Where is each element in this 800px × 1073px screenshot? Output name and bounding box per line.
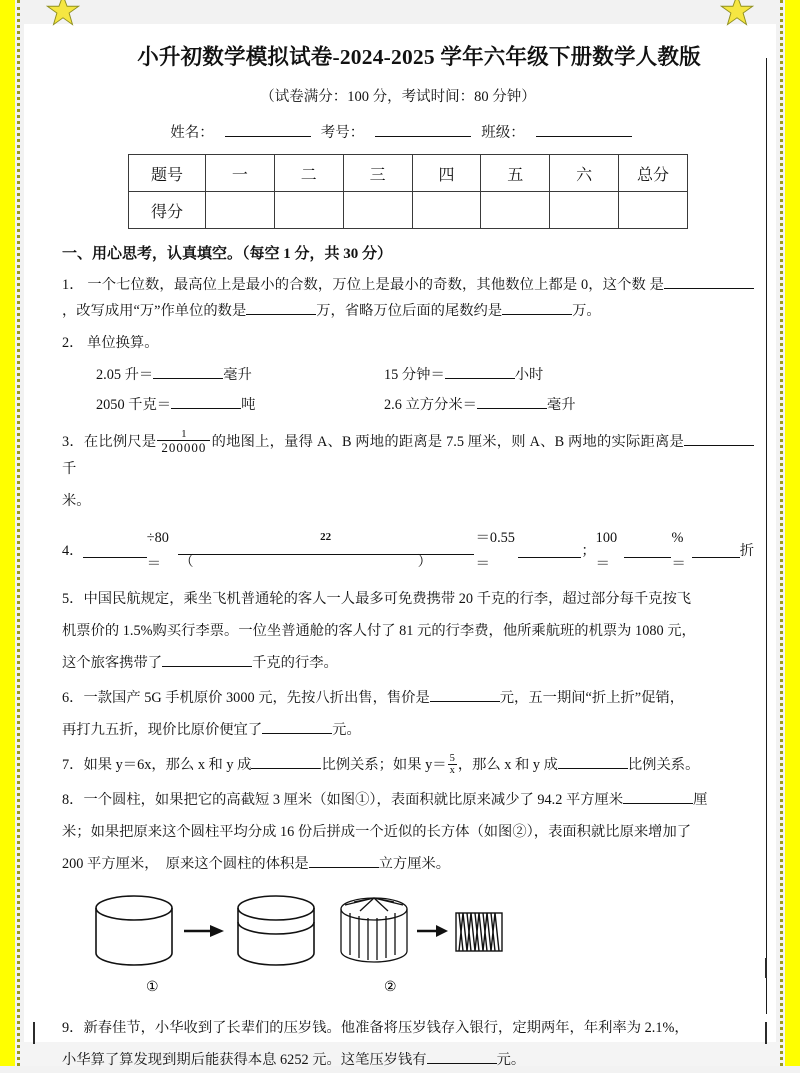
q8-number: 8．	[62, 791, 84, 808]
conv-1b-post: 小时	[514, 367, 544, 383]
q4-fraction	[178, 523, 474, 575]
q3-post2: 米。	[62, 492, 91, 509]
q7-blank-2[interactable]	[558, 754, 628, 769]
q9-text2: 小华算了算发现到期后能获得本息 6252 元。这笔压岁钱有	[62, 1051, 427, 1068]
score-cell-6[interactable]	[550, 192, 619, 229]
score-cell-3[interactable]	[343, 192, 412, 229]
exam-number-label: 考号：	[320, 125, 365, 141]
page-title: 小升初数学模拟试卷-2024-2025 学年六年级下册数学人教版	[137, 45, 701, 69]
question-5	[62, 586, 754, 612]
conv-1b-blank[interactable]	[445, 364, 515, 379]
question-3-continued	[62, 488, 754, 514]
conv-2a-blank[interactable]	[171, 394, 241, 409]
q1-text-part5: 万。	[572, 303, 601, 319]
figure-cylinder-shortened	[238, 896, 314, 965]
col-4: 四	[412, 155, 481, 192]
conv-2a-post: 吨	[241, 397, 256, 413]
right-yellow-band	[785, 0, 800, 1066]
q1-text-part1: 一个七位数，最高位上是最小的合数，万位上是最小的奇数，其他数位上都是 0，这个数	[87, 277, 646, 293]
q7-fraction	[448, 753, 457, 776]
q4-fraction-denominator[interactable]: （ ）	[179, 554, 474, 570]
q7-text4: 比例关系。	[627, 756, 700, 773]
question-2-conversions	[62, 360, 754, 420]
conversion-1a	[96, 360, 384, 390]
q8-text4: 200 平方厘米， 原来这个圆柱的体积是	[62, 855, 309, 872]
q6-text4: 元。	[332, 721, 361, 738]
conv-1a-blank[interactable]	[153, 364, 223, 379]
q4-fraction-numerator: 22	[320, 530, 332, 543]
q3-number: 3．	[62, 434, 84, 450]
q6-blank-1[interactable]	[430, 687, 500, 702]
col-1: 一	[206, 155, 275, 192]
left-yellow-band	[0, 0, 15, 1066]
conversion-1b	[384, 360, 672, 390]
table-row-question-numbers	[129, 155, 688, 192]
conversion-row-2	[62, 390, 754, 420]
q7-fraction-denominator: x	[449, 765, 455, 777]
question-2	[62, 330, 754, 356]
q8-blank-1[interactable]	[623, 789, 693, 804]
q4-blank-1[interactable]	[83, 543, 146, 558]
q6-text3: 再打九五折，现价比原价便宜了	[62, 721, 263, 738]
col-6: 六	[550, 155, 619, 192]
name-label: 姓名：	[170, 125, 214, 141]
q1-blank-3[interactable]	[502, 300, 572, 315]
q5-text2: 机票价的 1.5%购买行李票。一位坐普通舱的客人付了 81 元的行李费，他所乘航班的机票为 1080 元，	[62, 622, 696, 639]
exam-subtitle: （试卷满分：100 分，考试时间：80 分钟）	[260, 89, 536, 105]
figure-label-2: ②	[384, 979, 397, 995]
question-3	[62, 429, 754, 482]
right-margin-rule	[766, 58, 767, 1014]
conv-1a-pre: 2.05 升＝	[96, 367, 154, 383]
q4-op1: ÷80＝	[146, 529, 169, 572]
section-one-heading: 一、用心思考，认真填空。（每空 1 分，共 30 分）	[62, 246, 393, 262]
conv-2b-pre: 2.6 立方分米＝	[384, 397, 477, 413]
question-6-line2	[62, 717, 754, 743]
conversion-row-1	[62, 360, 754, 390]
question-8	[62, 787, 754, 813]
q9-number: 9．	[62, 1019, 84, 1036]
q3-fraction	[157, 429, 210, 455]
q5-number: 5．	[62, 590, 84, 607]
q5-text1: 中国民航规定，乘坐飞机普通轮的客人一人最多可免费携带 20 千克的行李，超过部分每千克按飞	[83, 590, 692, 607]
figure-rectangular-prism	[456, 913, 502, 951]
score-cell-5[interactable]	[481, 192, 550, 229]
col-3: 三	[343, 155, 412, 192]
score-table	[128, 154, 688, 229]
q5-text3: 这个旅客携带了	[62, 654, 163, 671]
question-1	[62, 272, 754, 324]
col-5: 五	[481, 155, 550, 192]
q7-fraction-numerator: 5	[449, 753, 455, 765]
conv-2b-post: 毫升	[546, 397, 576, 413]
left-dashed-guide	[17, 0, 20, 1066]
q7-blank-1[interactable]	[251, 754, 321, 769]
q4-percent: %＝	[671, 529, 686, 572]
arrow-right-icon-2	[417, 925, 448, 937]
question-5-line3	[62, 650, 754, 676]
q5-blank[interactable]	[162, 652, 252, 667]
question-6	[62, 685, 754, 711]
q1-text-part3: ，改写成用“万”作单位的数是	[62, 303, 247, 319]
question-8-line3	[62, 851, 754, 877]
q6-blank-2[interactable]	[262, 719, 332, 734]
score-cell-total[interactable]	[619, 192, 688, 229]
q9-text3: 元。	[496, 1051, 526, 1068]
q1-text-part2: 是	[649, 277, 664, 293]
conversion-2a	[96, 390, 384, 420]
q4-eq1: ＝0.55＝	[475, 529, 515, 572]
q1-blank-1[interactable]	[664, 274, 754, 289]
q3-fraction-denominator: 200000	[157, 440, 210, 455]
question-8-figures	[62, 891, 754, 1009]
question-5-line2	[62, 618, 754, 644]
star-icon-top-right	[720, 0, 754, 28]
q7-number: 7．	[62, 756, 84, 773]
question-8-line2	[62, 819, 754, 845]
row-label-score: 得分	[129, 192, 206, 229]
student-identity-line	[62, 121, 754, 142]
q8-text1: 一个圆柱，如果把它的高截短 3 厘米（如图①），表面积就比原来减少了 94.2 平方厘米	[83, 791, 624, 808]
q2-number: 2．	[62, 335, 84, 351]
q4-hundred: 100＝	[595, 529, 618, 572]
class-input-blank[interactable]	[536, 121, 632, 137]
conv-2b-blank[interactable]	[477, 394, 547, 409]
q3-pre: 在比例尺是	[83, 434, 157, 450]
q1-text-part4: 万，省略万位后面的尾数约是	[316, 303, 503, 319]
score-cell-4[interactable]	[412, 192, 481, 229]
q5-text4: 千克的行李。	[252, 654, 338, 671]
q3-fraction-numerator: 1	[181, 427, 187, 440]
q4-blank-3[interactable]	[624, 543, 671, 558]
q4-zhe: 折	[739, 542, 754, 559]
q4-number: 4．	[62, 542, 84, 559]
table-row-scores	[129, 192, 688, 229]
q3-post: 千	[62, 460, 77, 477]
q4-blank-4[interactable]	[692, 543, 739, 558]
q8-text5: 立方厘米。	[378, 855, 451, 872]
figure-segmented-cylinder	[341, 898, 407, 962]
question-9-line2	[62, 1047, 754, 1073]
q7-text3: ，那么 x 和 y 成	[457, 756, 558, 773]
question-4	[62, 525, 754, 577]
conv-1b-pre: 15 分钟＝	[384, 367, 445, 383]
conv-2a-pre: 2050 千克＝	[96, 397, 172, 413]
q7-text2: 比例关系；如果 y＝	[321, 756, 447, 773]
conversion-2b	[384, 390, 672, 420]
score-cell-2[interactable]	[274, 192, 343, 229]
crop-mark-right	[765, 958, 767, 978]
q4-blank-2[interactable]	[518, 543, 581, 558]
q3-mid: 的地图上，量得 A、B 两地的距离是 7.5 厘米，则 A、B 两地的实际距离是	[211, 434, 684, 450]
q8-text3: 米；如果把原来这个圆柱平均分成 16 份后拼成一个近似的长方体（如图②），表面积就比原来增加了	[62, 823, 692, 840]
q3-blank[interactable]	[684, 431, 754, 446]
q8-blank-2[interactable]	[309, 853, 379, 868]
q9-blank[interactable]	[427, 1049, 497, 1064]
q1-blank-2[interactable]	[246, 300, 316, 315]
exam-paper-content	[62, 40, 754, 1073]
col-total: 总分	[619, 155, 688, 192]
row-label-question-no: 题号	[129, 155, 206, 192]
q7-text1: 如果 y＝6x，那么 x 和 y 成	[83, 756, 252, 773]
page-top-margin-strip	[24, 0, 776, 24]
star-icon-top-left	[46, 0, 80, 28]
name-input-blank[interactable]	[225, 121, 311, 137]
exam-number-input-blank[interactable]	[375, 121, 471, 137]
right-dashed-guide	[780, 0, 783, 1066]
figure-cylinder-original	[96, 896, 172, 965]
conv-1a-post: 毫升	[223, 367, 252, 383]
score-cell-1[interactable]	[206, 192, 275, 229]
figure-label-1: ①	[146, 979, 159, 995]
arrow-right-icon-1	[184, 925, 224, 937]
crop-mark-bottom-left	[33, 1022, 35, 1044]
crop-mark-bottom-right	[765, 1022, 767, 1044]
class-label: 班级：	[481, 125, 525, 141]
q6-text1: 一款国产 5G 手机原价 3000 元，先按八折出售，售价是	[83, 689, 430, 706]
q6-number: 6．	[62, 689, 84, 706]
q6-text2: 元，五一期间“折上折”促销，	[499, 689, 685, 706]
q4-sep: ；	[581, 542, 596, 559]
question-7	[62, 752, 754, 778]
q2-title: 单位换算。	[87, 335, 159, 351]
col-2: 二	[274, 155, 343, 192]
q9-text1: 新春佳节，小华收到了长辈们的压岁钱。他准备将压岁钱存入银行，定期两年，年利率为 2.1%，	[83, 1019, 689, 1036]
q1-number: 1．	[62, 277, 84, 293]
question-9	[62, 1015, 754, 1041]
q8-text2: 厘	[693, 791, 708, 808]
